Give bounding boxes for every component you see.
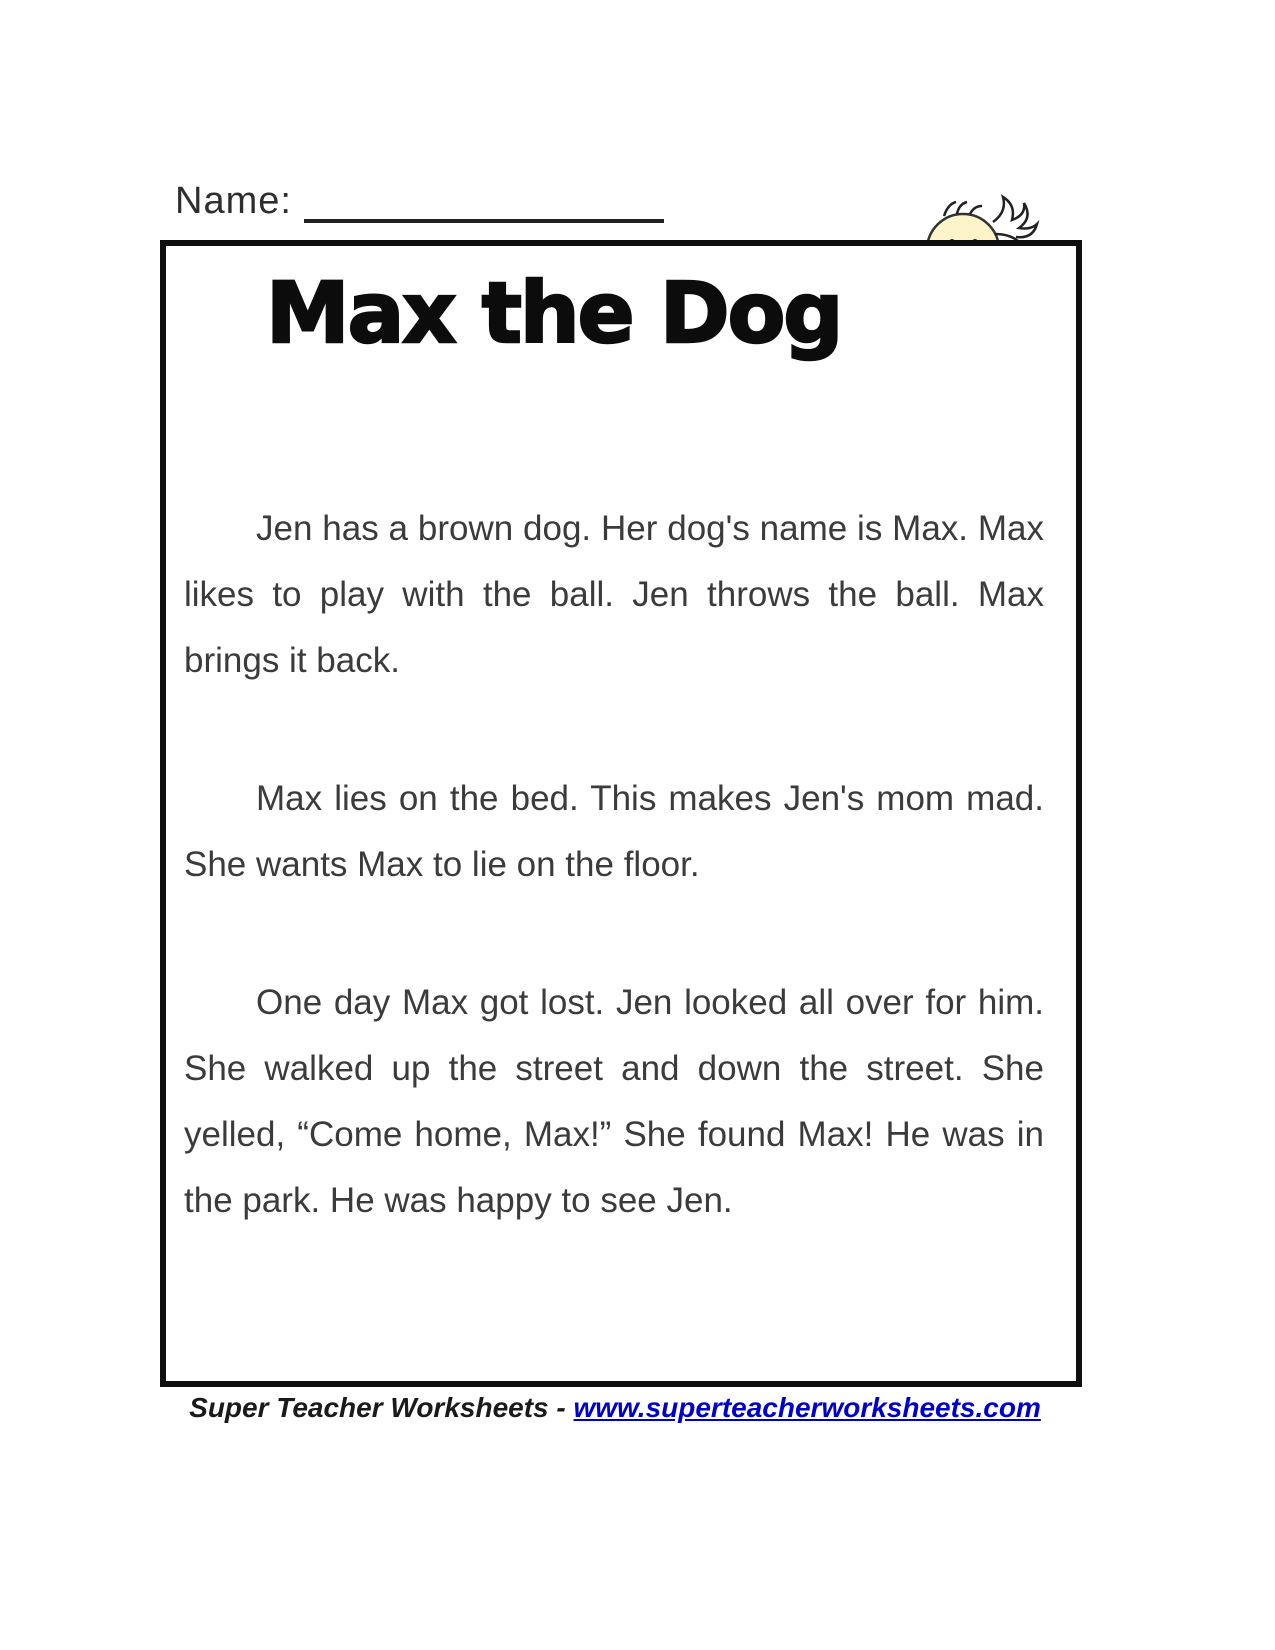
footer-credit-text: Super Teacher Worksheets -	[189, 1392, 574, 1423]
story-box	[160, 240, 1082, 1387]
story-paragraph-1: Jen has a brown dog. Her dog's name is Max. Max likes to play with the ball. Jen throws the ball. Max brings it back.	[184, 509, 1044, 680]
story-paragraph-2: Max lies on the bed. This makes Jen's mom mad. She wants Max to lie on the floor.	[184, 779, 1044, 884]
footer-credit	[160, 1392, 1070, 1424]
story-text	[184, 496, 1044, 1306]
name-blank-line	[304, 185, 664, 223]
name-row	[175, 180, 664, 223]
story-paragraph-3: One day Max got lost. Jen looked all over for him. She walked up the street and down the street. She yelled, “Come home, Max!” She found Max! He was in the park. He was happy to see Jen.	[184, 983, 1044, 1220]
name-label: Name:	[175, 180, 292, 222]
story-title: Max the Dog	[266, 264, 842, 362]
footer-link[interactable]: www.superteacherworksheets.com	[573, 1392, 1041, 1423]
